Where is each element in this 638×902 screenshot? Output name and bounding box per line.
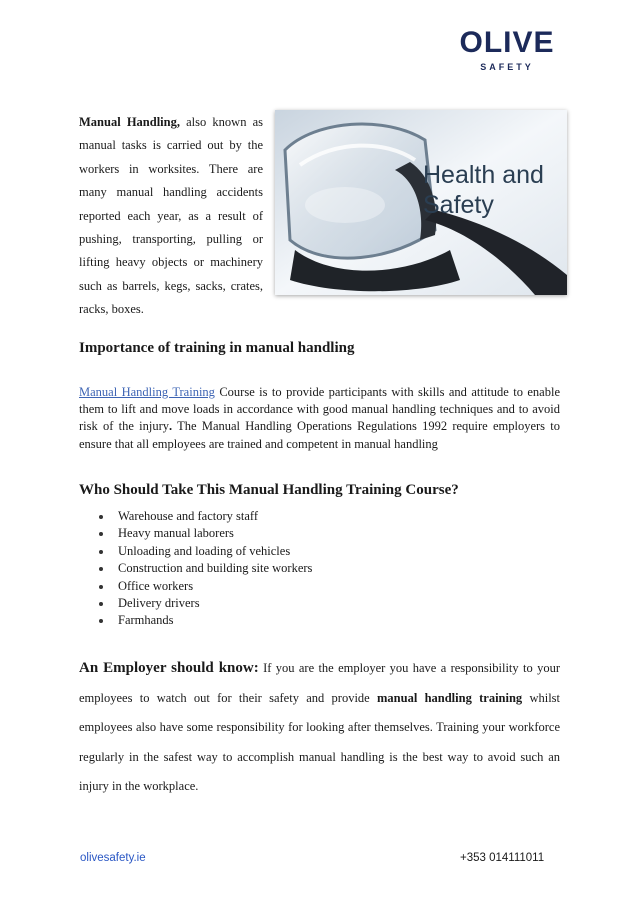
- list-item: Office workers: [96, 578, 312, 595]
- employer-bold: manual handling training: [377, 690, 523, 705]
- olive-safety-logo: [452, 26, 562, 76]
- hero-caption-line2: Safety: [423, 191, 494, 219]
- intro-lead: Manual Handling,: [79, 115, 180, 129]
- importance-text-b: The Manual Handling Operations Regulations 1992 require employers to ensure that all employees are trained and competent in manual handling: [79, 419, 560, 451]
- health-and-safety-image: [275, 110, 567, 295]
- employer-text-b: whilst employees also have some responsibility for looking after themselves. Training your workforce regularly in the safest way to accomplish manual handling is the best way to avoid such an injury in the workplace.: [79, 690, 561, 793]
- manual-handling-training-link[interactable]: Manual Handling Training: [79, 385, 215, 399]
- employer-paragraph: [79, 654, 560, 802]
- importance-text-dot: .: [169, 419, 173, 434]
- importance-text-a: Course is to provide participants with skills and attitude to enable them to lift and move loads in accordance with good manual handling techniques and to avoid risk of the injury: [79, 385, 560, 434]
- list-item: Heavy manual laborers: [96, 525, 312, 542]
- hero-caption-line1: Health and: [423, 161, 544, 189]
- section-heading-who: Who Should Take This Manual Handling Training Course?: [79, 482, 459, 498]
- list-item: Farmhands: [96, 612, 312, 629]
- who-list: [96, 508, 312, 630]
- employer-text-a: If you are the employer you have a responsibility to your employees to watch out for their safety and provide: [79, 661, 560, 705]
- importance-paragraph: [79, 384, 560, 453]
- footer-phone: +353 014111011: [460, 852, 545, 864]
- list-item: Construction and building site workers: [96, 560, 312, 577]
- list-item: Unloading and loading of vehicles: [96, 543, 312, 560]
- list-item: Delivery drivers: [96, 595, 312, 612]
- section-heading-importance: Importance of training in manual handling: [79, 340, 355, 356]
- intro-text: also known as manual tasks is carried out by the workers in worksites. There are many manual handling accidents reported each year, as a result of pushing, transporting, pulling or lifting heavy objects or machinery such as barrels, kegs, sacks, crates, racks, boxes.: [79, 115, 264, 317]
- employer-lead: An Employer should know:: [79, 660, 259, 676]
- list-item: Warehouse and factory staff: [96, 508, 312, 525]
- logo-sub-text: SAFETY: [480, 62, 534, 72]
- hero-caption: [423, 160, 563, 220]
- intro-paragraph: [79, 111, 263, 322]
- logo-main-text: OLIVE: [459, 26, 555, 59]
- footer-website-link[interactable]: olivesafety.ie: [80, 852, 146, 864]
